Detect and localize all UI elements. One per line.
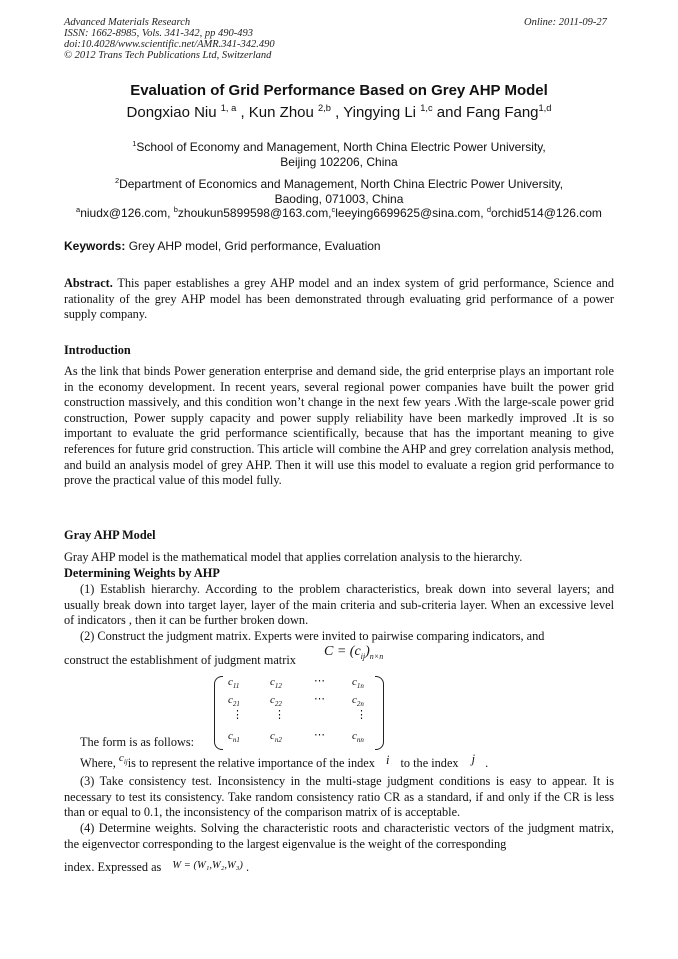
author-name: Yingying Li <box>343 104 417 121</box>
keywords-label: Keywords: <box>64 239 126 253</box>
author-separator: , <box>330 104 344 121</box>
index-j: j <box>471 752 476 766</box>
email-sup: d <box>486 205 492 214</box>
where-line <box>80 752 489 772</box>
matrix-eq-close: ) <box>365 644 370 659</box>
author-name: Kun Zhou <box>248 104 314 121</box>
matrix-cell: $c_{1n}$ <box>352 676 364 691</box>
matrix-cell: $c_{22}$ <box>270 694 282 709</box>
author-sup: 1,d <box>538 103 552 113</box>
matrix-cell: ⋯ <box>314 729 325 741</box>
matrix-equation <box>324 644 383 661</box>
keywords <box>64 239 381 253</box>
email-sup: b <box>173 205 178 214</box>
matrix-eq-lhs: C = (c <box>324 644 361 659</box>
online-date: Online: 2011-09-27 <box>524 17 607 28</box>
step-4-end-text: index. Expressed as <box>64 860 162 874</box>
where-end: . <box>485 756 489 770</box>
step-2-line2 <box>64 653 296 668</box>
email-address[interactable]: niudx@126.com, <box>80 206 174 220</box>
author-sup: 1, a <box>220 103 237 113</box>
affiliation-sup: 1 <box>132 139 137 148</box>
email-address[interactable]: leeying6699625@sina.com, <box>335 206 487 220</box>
affiliation-line: Baoding, 071003, China <box>274 192 404 206</box>
matrix-left-bracket <box>214 676 223 750</box>
author-name: Fang Fang <box>465 104 539 121</box>
author-list <box>0 104 678 121</box>
abstract <box>64 276 614 323</box>
step-1-paragraph: (1) Establish hierarchy. According to the problem characteristics, break down into several layers; and usually break down into target layer, layer of the main criteria and sub-criteria layer. When an excessive level of indicators , then it can be further broken down. <box>64 582 614 628</box>
journal-name: Advanced Materials Research <box>64 17 191 28</box>
affiliation-line: Beijing 102206, China <box>280 155 398 169</box>
matrix-cell: $c_{21}$ <box>228 694 240 709</box>
paper-title: Evaluation of Grid Performance Based on Grey AHP Model <box>130 82 548 99</box>
step-3-paragraph: (3) Take consistency test. Inconsistency in the multi-stage judgment conditions is easy to appear. It is necessary to test its consistency. Take random consistency ratio CR as a standard, if and only if the CR is less than or equal to 0.1, the inconsistency of the comparison matrix of is acceptable. <box>64 774 614 820</box>
weight-vector: W = (W₁,W₂,W₃) <box>172 860 243 871</box>
step-2-paragraph: (2) Construct the judgment matrix. Experts were invited to pairwise comparing indicators, and <box>80 629 545 643</box>
judgment-matrix <box>214 676 384 748</box>
matrix-right-bracket <box>375 676 384 750</box>
subheading-weights: Determining Weights by AHP <box>64 566 220 580</box>
section-heading-gray-ahp: Gray AHP Model <box>64 528 156 542</box>
email-sup: c <box>331 205 336 214</box>
issn-line: ISSN: 1662-8985, Vols. 341-342, pp 490-493 <box>64 28 253 39</box>
matrix-cell: $c_{12}$ <box>270 676 282 691</box>
matrix-cell: $c_{2n}$ <box>352 694 364 709</box>
matrix-cell: $c_{n2}$ <box>270 730 282 745</box>
matrix-eq-sub: ij <box>360 651 366 661</box>
doi-line[interactable]: doi:10.4028/www.scientific.net/AMR.341-342.490 <box>64 39 275 50</box>
matrix-cell: ⋮ <box>232 709 243 721</box>
author-sup: 1,c <box>420 103 433 113</box>
email-address[interactable]: orchid514@126.com <box>491 206 602 220</box>
where-text: to the index <box>400 756 459 770</box>
step-4-paragraph: (4) Determine weights. Solving the characteristic roots and characteristic vectors of the judgment matrix, the eigenvector corresponding to the largest eigenvalue is the weight of the corresponding <box>64 821 614 851</box>
weight-vector-end: . <box>246 860 250 874</box>
affiliation-1 <box>0 140 678 170</box>
step-4-line-end <box>64 860 249 875</box>
affiliation-line: School of Economy and Management, North China Electric Power University, <box>136 140 546 154</box>
affiliation-line: Department of Economics and Management, North China Electric Power University, <box>119 177 564 191</box>
matrix-cell: ⋮ <box>274 709 285 721</box>
author-name: Dongxiao Niu <box>126 104 217 121</box>
affiliation-2 <box>0 177 678 207</box>
email-address[interactable]: zhoukun5899598@163.com, <box>177 206 332 220</box>
where-text: Where, <box>80 756 116 770</box>
section-heading-introduction: Introduction <box>64 343 131 357</box>
author-separator: and <box>432 104 466 121</box>
matrix-cell: ⋯ <box>314 675 325 687</box>
index-i: i <box>386 753 390 767</box>
matrix-cell: $c_{11}$ <box>228 676 240 691</box>
email-list <box>0 206 678 221</box>
author-sup: 2,b <box>318 103 331 113</box>
where-text: is to represent the relative importance of the index <box>127 756 375 770</box>
where-symbol: $c_{ij}$ <box>118 752 128 767</box>
matrix-eq-dim: n×n <box>369 651 384 661</box>
form-text: The form is as follows: <box>80 735 195 749</box>
matrix-cell: $c_{n1}$ <box>228 730 240 745</box>
matrix-cell: ⋮ <box>356 709 367 721</box>
copyright-line: © 2012 Trans Tech Publications Ltd, Switzerland <box>64 50 272 61</box>
step-2-text: construct the establishment of judgment matrix <box>64 653 296 667</box>
gahp-intro: Gray AHP model is the mathematical model that applies correlation analysis to the hierarchy. <box>64 550 523 564</box>
keywords-text: Grey AHP model, Grid performance, Evaluation <box>125 239 381 253</box>
abstract-label: Abstract. <box>64 276 113 290</box>
abstract-text: This paper establishes a grey AHP model and an index system of grid performance, Science and rationality of the grey AHP model has been demonstrated through evaluating grid performance of a power supply company. <box>64 276 614 322</box>
author-separator: , <box>236 104 249 121</box>
intro-paragraph: As the link that binds Power generation enterprise and demand side, the grid enterprise plays an important role in the economy development. In recent years, several regional power companies have built the power grid construction massively, and this condition won’t change in the next few years .With the large-scale power grid construction, Power supply capacity and power supply reliability have been markedly improved .It is so important to evaluate the grid performance scientifically, because that has the important meaning to give references for future grid construction. This article will combine the AHP and grey correlation analysis method, and build an analysis model of grey AHP. Then it will use this model to evaluate a region grid performance to prove the practical value of this model fully. <box>64 364 614 488</box>
affiliation-sup: 2 <box>114 176 120 185</box>
matrix-cell: ⋯ <box>314 693 325 705</box>
matrix-cell: $c_{nn}$ <box>352 730 364 745</box>
email-sup: a <box>76 205 81 214</box>
